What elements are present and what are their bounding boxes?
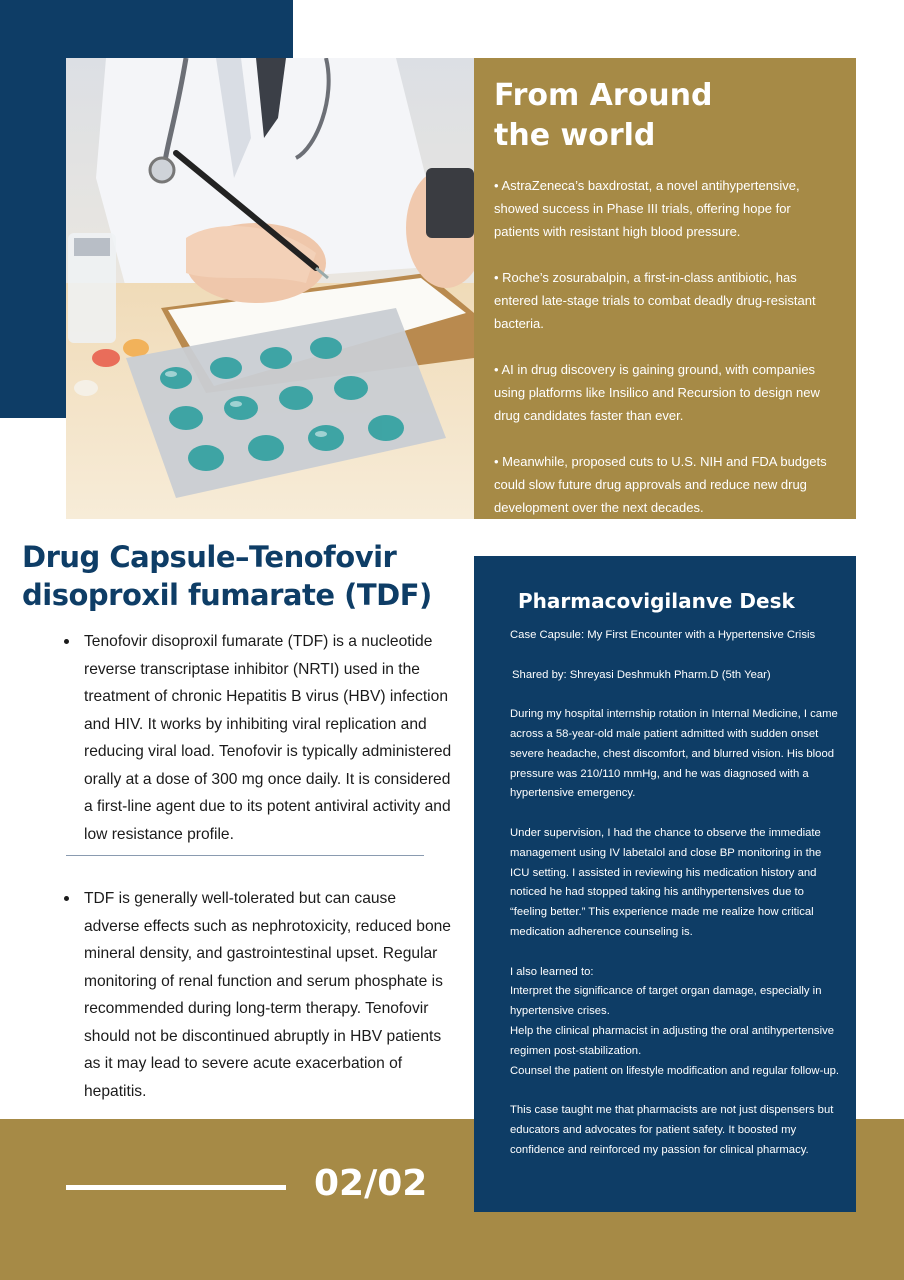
desk-title: Pharmacovigilanve Desk (518, 589, 795, 613)
pharmacovigilance-desk-panel (474, 556, 856, 1212)
desk-paragraph-3: This case taught me that pharmacists are not just dispensers but educators and advocates for patient safety. It boosted my confidence and reinforced my passion for clinical pharmacy. (510, 1104, 834, 1156)
section-divider (66, 855, 424, 856)
world-item-zosurabalpin: • Roche’s zosurabalpin, a first-in-class antibiotic, has entered late-stage trials to combat deadly drug-resistant bacteria. (494, 270, 816, 331)
case-capsule-line: Case Capsule: My First Encounter with a Hypertensive Crisis (510, 629, 816, 641)
world-item-ai-discovery: • AI in drug discovery is gaining ground, with companies using platforms like Insilico and Recursion to design new drug candidates faster than ever. (494, 362, 820, 423)
world-title (494, 76, 832, 156)
world-item-baxdrostat: • AstraZeneca’s baxdrostat, a novel antihypertensive, showed success in Phase III trials, offering hope for patients with resistant high blood pressure. (494, 178, 800, 239)
page-number: 02/02 (314, 1163, 428, 1204)
desk-paragraph-2: Under supervision, I had the chance to observe the immediate management using IV labetalol and close BP monitoring in the ICU setting. I assisted in reviewing his medication history and noticed he had stopped taking his antihypertensives due to “feeling better.” This experience made me realize how critical medication adherence counseling is. (510, 826, 822, 938)
learned-item-3: Counsel the patient on lifestyle modification and regular follow-up. (510, 1064, 840, 1077)
drug-title-line2: disoproxil fumarate (TDF) (22, 578, 432, 612)
drug-bullet-list-1 (62, 628, 452, 848)
desk-paragraph-1: During my hospital internship rotation in Internal Medicine, I came across a 58-year-old male patient admitted with sudden onset severe headache, chest discomfort, and blurred vision. His blood pressure was 210/110 mmHg, and he was diagnosed with a hypertensive emergency. (510, 708, 838, 800)
learned-item-2: Help the clinical pharmacist in adjusting the oral antihypertensive regimen post-stabilization. (510, 1024, 835, 1057)
doctor-capsules-photo (66, 58, 474, 519)
footer-line (66, 1185, 286, 1190)
world-item-budget-cuts: • Meanwhile, proposed cuts to U.S. NIH and FDA budgets could slow future drug approvals and reduce new drug development over the next decades. (494, 454, 827, 515)
world-title-line2: the world (494, 118, 656, 153)
world-title-line1: From Around (494, 78, 713, 113)
learned-item-1: Interpret the significance of target organ damage, especially in hypertensive crises. (510, 985, 822, 1018)
from-around-the-world-panel (474, 58, 856, 519)
drug-bullet-mechanism: Tenofovir disoproxil fumarate (TDF) is a nucleotide reverse transcriptase inhibitor (NRTI) used in the treatment of chronic Hepatitis B virus (HBV) infection and HIV. It works by inhibiting viral replication and reducing viral load. Tenofovir is typically administered orally at a dose of 300 mg once daily. It is considered a first-line agent due to its potent antiviral activity and low resistance profile. (62, 628, 452, 848)
shared-by-line: Shared by: Shreyasi Deshmukh Pharm.D (5th Year) (512, 668, 771, 681)
drug-capsule-title (22, 538, 462, 614)
learned-intro: I also learned to: (510, 965, 594, 978)
doctor-writing-illustration (66, 58, 474, 519)
drug-title-line1: Drug Capsule–Tenofovir (22, 540, 397, 574)
drug-bullet-adverse-effects: TDF is generally well-tolerated but can cause adverse effects such as nephrotoxicity, reduced bone mineral density, and gastrointestinal upset. Regular monitoring of renal function and serum phosphate is recommended during long-term therapy. Tenofovir should not be discontinued abruptly in HBV patients as it may lead to severe acute exacerbation of hepatitis. (62, 885, 452, 1105)
drug-bullet-list-2 (62, 885, 452, 1105)
